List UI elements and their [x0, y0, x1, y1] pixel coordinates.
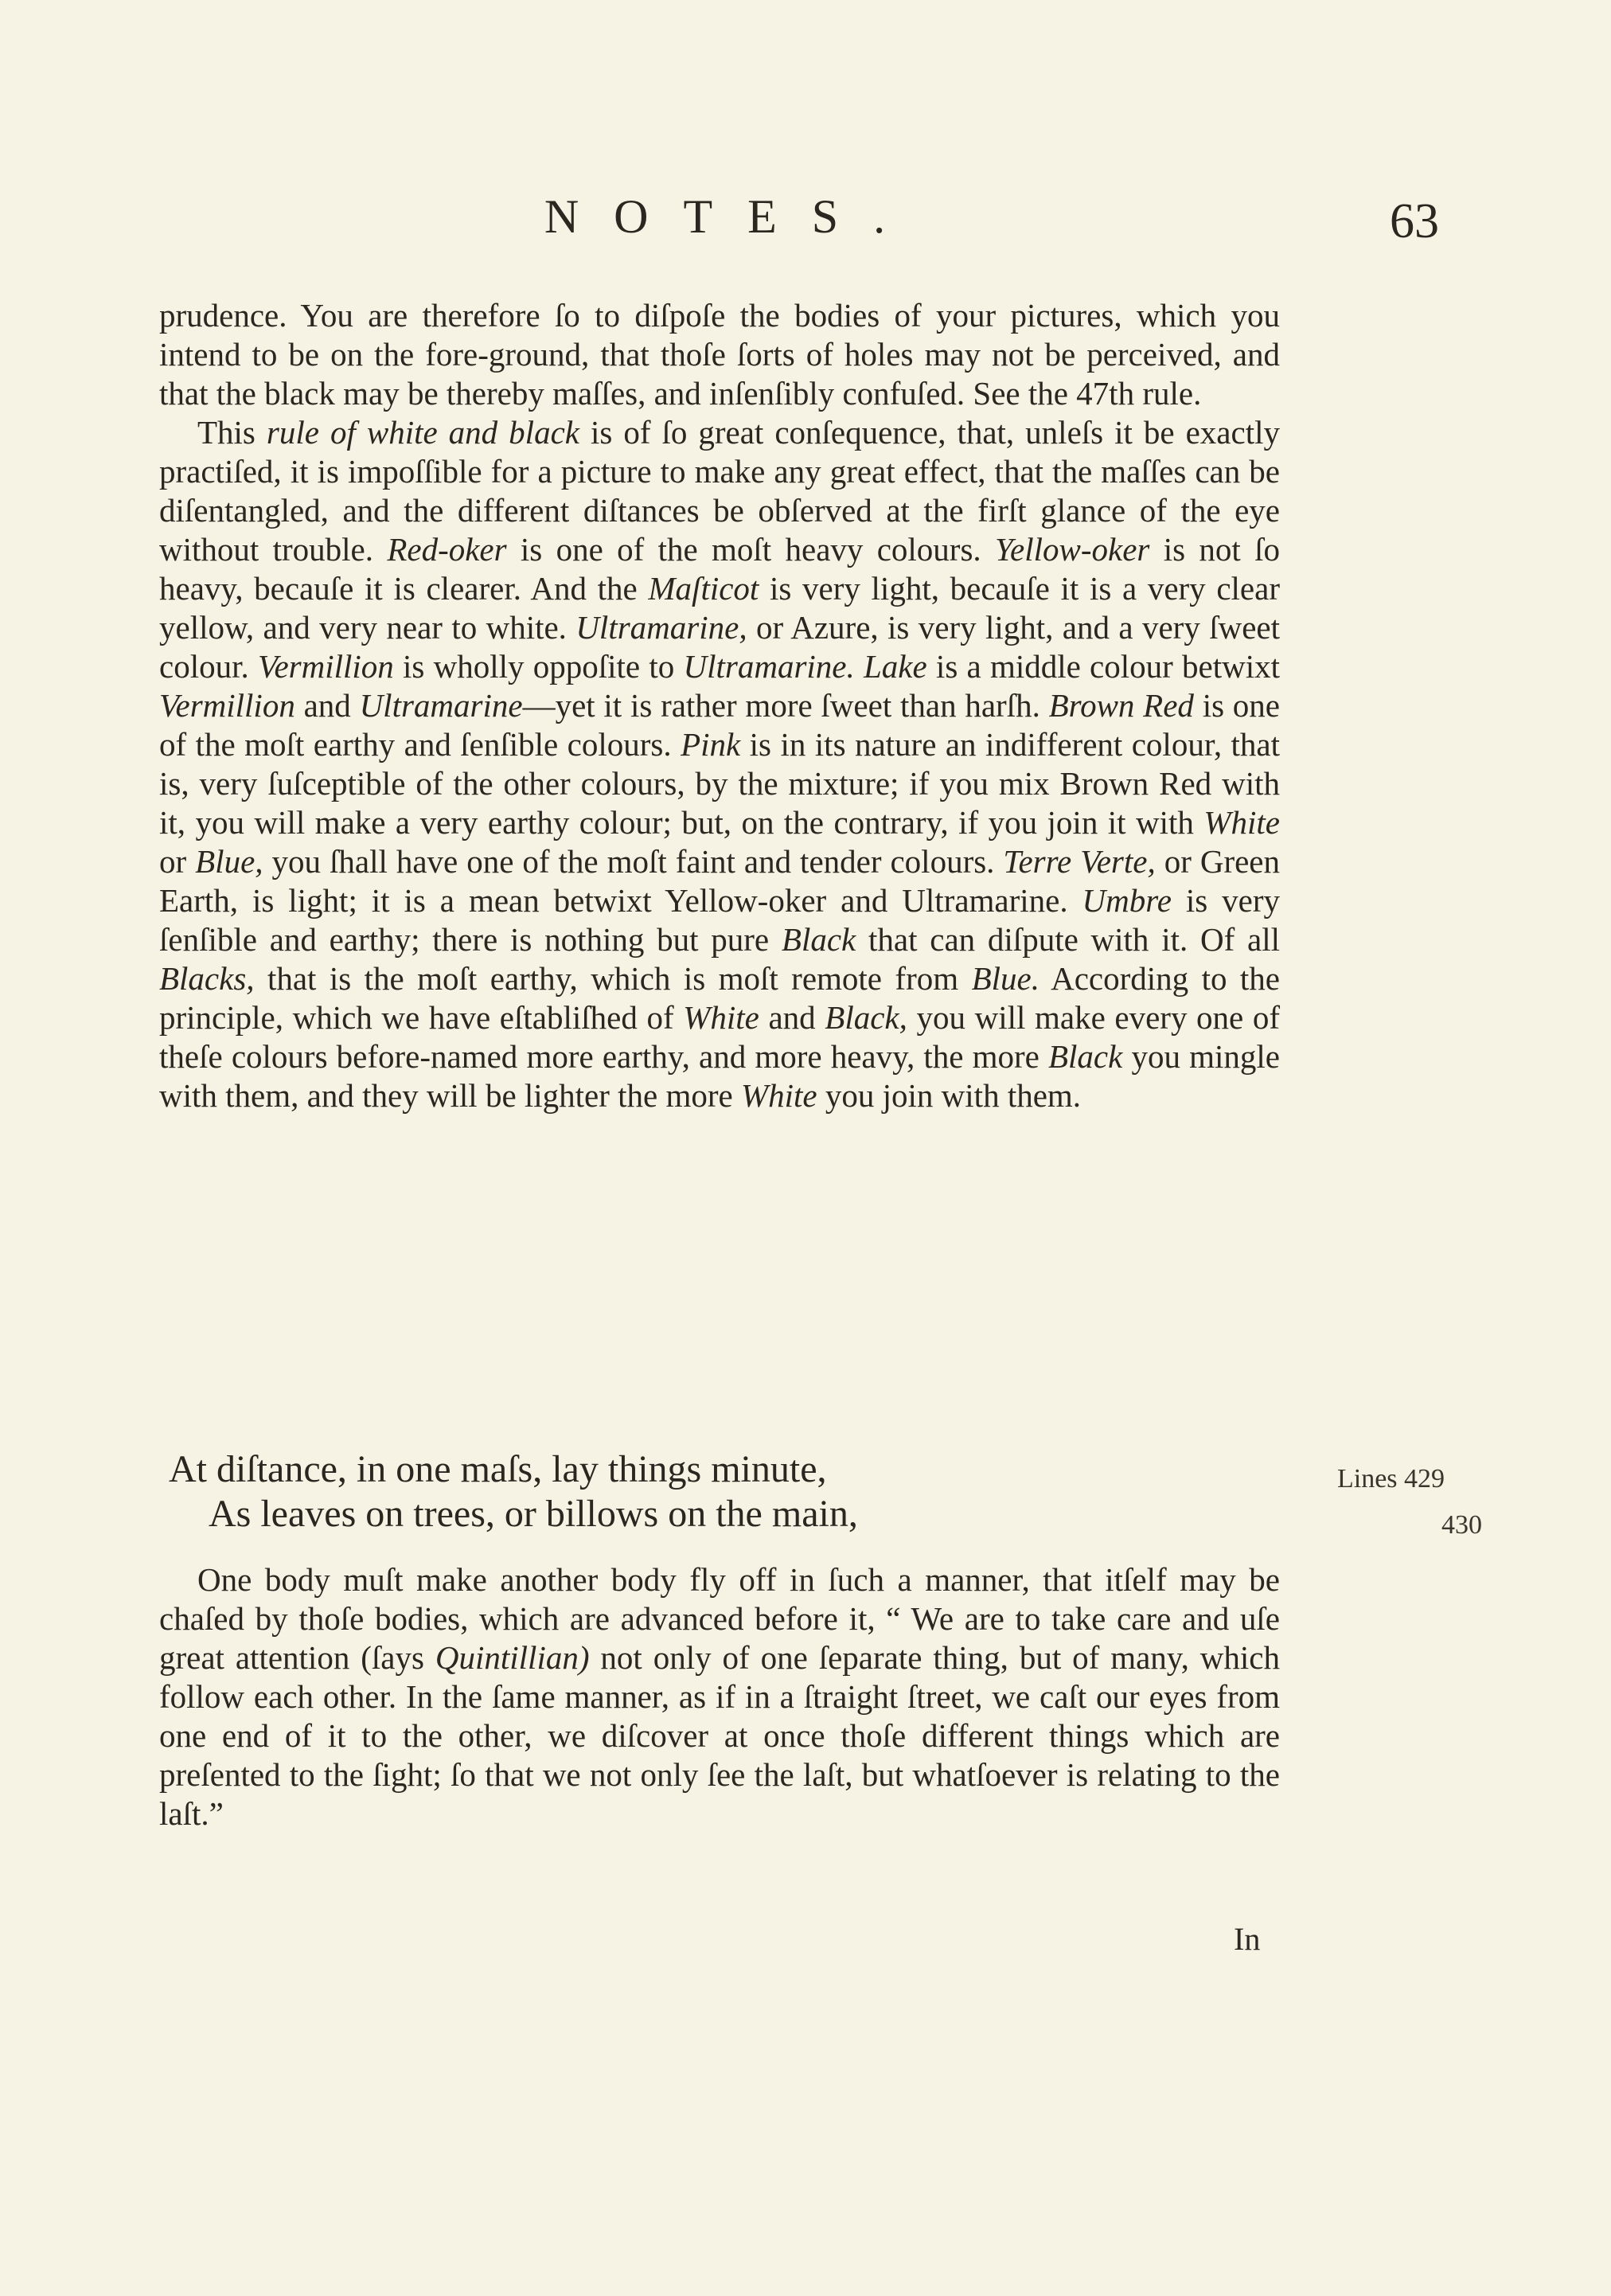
catchword: In	[1234, 1921, 1261, 1957]
colour-name: Ultramarine.	[683, 648, 855, 685]
colour-name: Pink	[681, 726, 741, 763]
verse-line: As leaves on trees, or billows on the main,	[209, 1493, 858, 1535]
colour-name: Maſticot	[648, 570, 759, 607]
colour-name: Black	[1048, 1038, 1123, 1075]
page-title: NOTES.	[544, 190, 921, 243]
notes-paragraph-1: prudence. You are therefore ſo to diſpoſe the bodies of your pictures, which you intend to be on the fore-ground, that thoſe ſorts of holes may not be perceived, and that the black may be thereby maſſes, and inſenſibly confuſed. See the 47th rule.	[159, 297, 1280, 412]
colour-name: Ultramarine	[359, 687, 523, 724]
colour-name: Blue.	[971, 960, 1040, 997]
colour-name: Red-oker	[387, 531, 507, 568]
line-label: Lines 429	[1337, 1464, 1445, 1494]
emphasis: rule of white and black	[266, 414, 579, 451]
colour-name: White	[1203, 804, 1280, 841]
colour-name: Blacks,	[159, 960, 255, 997]
colour-name: White	[741, 1077, 817, 1114]
colour-name: Blue,	[195, 843, 263, 880]
colour-name: Black	[781, 921, 856, 958]
colour-name: Brown Red	[1048, 687, 1194, 724]
verse-quotation	[169, 1447, 1283, 1537]
margin-line-reference	[1337, 1463, 1496, 1541]
verse-line: At diſtance, in one maſs, lay things minute,	[169, 1448, 827, 1490]
notes-paragraph-2: This rule of white and black is of ſo great conſequence, that, unleſs it be exactly practiſed, it is impoſſible for a picture to make any great effect, that the maſſes can be diſentangled, and the different diſtances be obſerved at the firſt glance of the eye without trouble. Red-oker is one of the moſt heavy colours. Yellow-oker is not ſo heavy, becauſe it is clearer. And the Maſticot is very light, becauſe it is a very clear yellow, and very near to white. Ultramarine, or Azure, is very light, and a very ſweet colour. Vermillion is wholly oppoſite to Ultramarine. Lake is a middle colour betwixt Vermillion and Ultramarine—yet it is rather more ſweet than harſh. Brown Red is one of the moſt earthy and ſenſible colours. Pink is in its nature an indifferent colour, that is, very ſuſceptible of the other colours, by the mixture; if you mix Brown Red with it, you will make a very earthy colour; but, on the contrary, if you join it with White or Blue, you ſhall have one of the moſt faint and tender colours. Terre Verte, or Green Earth, is light; it is a mean betwixt Yellow-oker and Ultramarine. Umbre is very ſenſible and earthy; there is nothing but pure Black that can diſpute with it. Of all Blacks, that is the moſt earthy, which is moſt remote from Blue. According to the principle, which we have eſtabliſhed of White and Black, you will make every one of theſe colours before-named more earthy, and more heavy, the more Black you mingle with them, and they will be lighter the more White you join with them.	[159, 414, 1281, 1114]
line-number: 430	[1441, 1510, 1482, 1540]
colour-name: Terre Verte,	[1003, 843, 1156, 880]
notes-body	[159, 296, 1280, 1115]
colour-name: Lake	[863, 648, 927, 685]
colour-name: Ultramarine,	[575, 609, 747, 646]
colour-name: Vermillion	[159, 687, 295, 724]
colour-name: White	[683, 999, 759, 1036]
notes-body-2	[159, 1560, 1280, 1833]
colour-name: Yellow-oker	[995, 531, 1150, 568]
colour-name: Black,	[825, 999, 907, 1036]
colour-name: Umbre	[1082, 882, 1172, 919]
colour-name: Vermillion	[257, 648, 394, 685]
author-name: Quintillian)	[435, 1639, 590, 1676]
running-head	[0, 185, 1611, 248]
notes-paragraph-3: One body muſt make another body fly off in ſuch a manner, that itſelf may be chaſed by thoſe bodies, which are advanced before it, “ We are to take care and uſe great attention (ſays Quintillian) not only of one ſeparate thing, but of many, which follow each other. In the ſame manner, as if in a ſtraight ſtreet, we caſt our eyes from one end of it to the other, we diſcover at once thoſe different things which are preſented to the ſight; ſo that we not only ſee the laſt, but whatſoever is relating to the laſt.”	[159, 1561, 1281, 1832]
page-number: 63	[1390, 194, 1439, 248]
